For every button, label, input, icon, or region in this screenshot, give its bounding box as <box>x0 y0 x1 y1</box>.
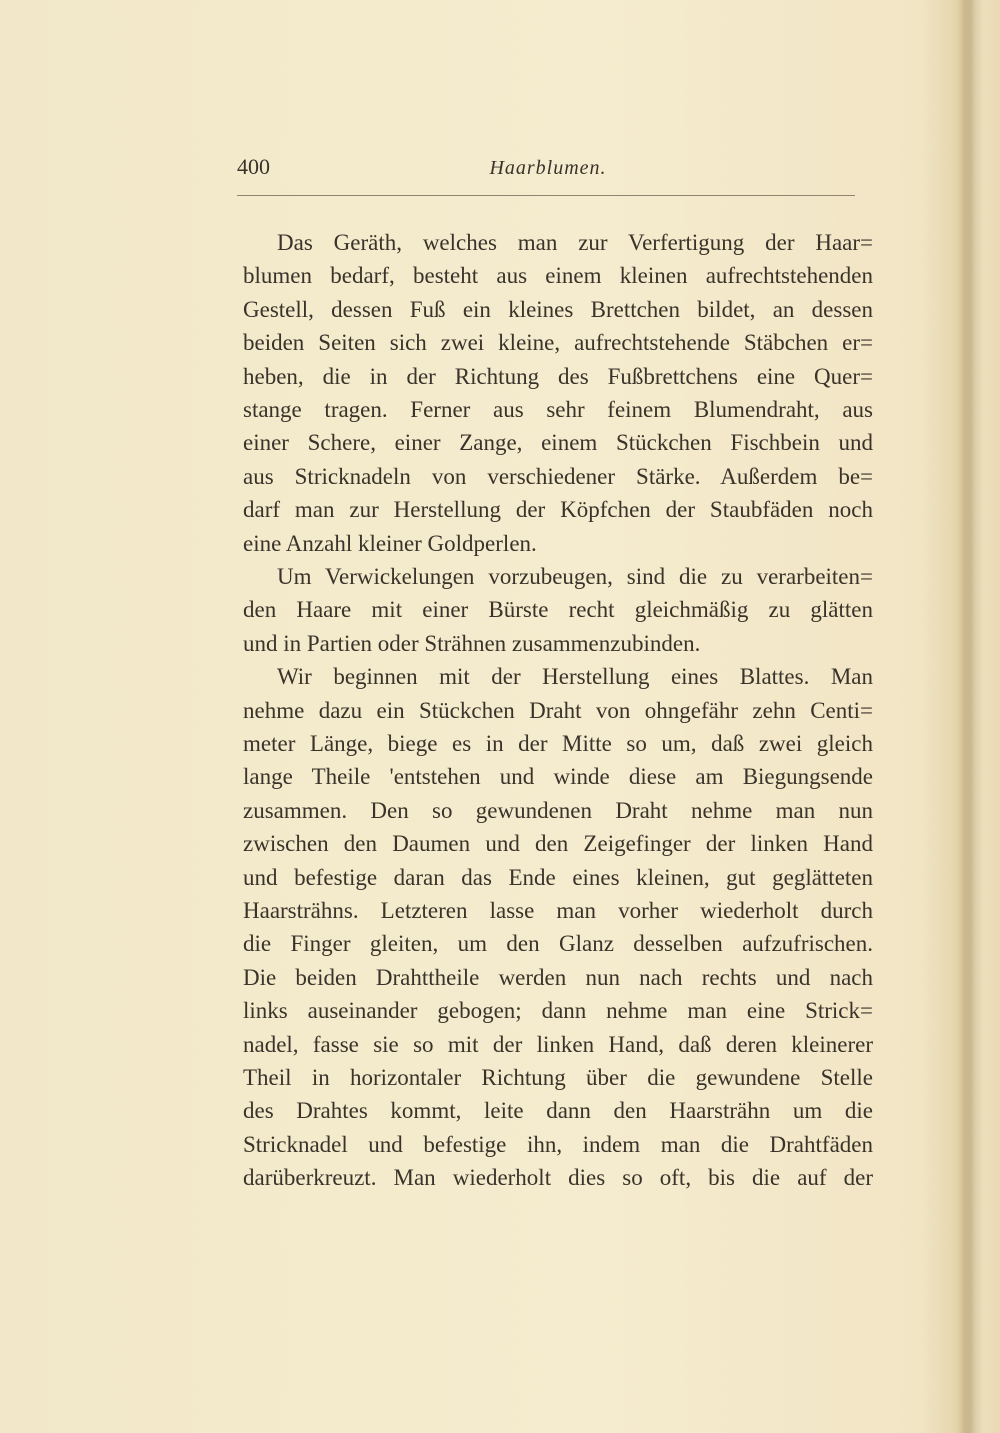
text-line: beiden Seiten sich zwei kleine, aufrechtstehende Stäbchen er= <box>243 330 873 356</box>
text-line: links auseinander gebogen; dann nehme man eine Strick= <box>243 998 873 1024</box>
text-line: Um Verwickelungen vorzubeugen, sind die zu verarbeiten= <box>277 564 873 589</box>
text-line: Theil in horizontaler Richtung über die gewundene Stelle <box>243 1065 873 1090</box>
text-line: Stricknadel und befestige ihn, indem man die Drahtfäden <box>243 1131 873 1157</box>
text-line: darüberkreuzt. Man wiederholt dies so oft, bis die auf der <box>243 1165 873 1191</box>
text-line: Wir beginnen mit der Herstellung eines Blattes. Man <box>277 664 873 690</box>
text-line: stange tragen. Ferner aus sehr feinem Blumendraht, aus <box>243 397 873 422</box>
text-line: Die beiden Drahttheile werden nun nach rechts und nach <box>243 964 873 990</box>
text-line: heben, die in der Richtung des Fußbrettchens eine Quer= <box>243 363 873 389</box>
text-line: Das Geräth, welches man zur Verfertigung der Haar= <box>277 230 873 255</box>
text-line: eine Anzahl kleiner Goldperlen. <box>243 530 537 556</box>
text-line: des Drahtes kommt, leite dann den Haarsträhn um die <box>243 1098 873 1124</box>
text-line: die Finger gleiten, um den Glanz desselben aufzufrischen. <box>243 931 873 957</box>
text-line: aus Stricknadeln von verschiedener Stärke. Außerdem be= <box>243 463 873 489</box>
text-line: einer Schere, einer Zange, einem Stückchen Fischbein und <box>243 430 873 456</box>
text-line: Gestell, dessen Fuß ein kleines Brettchen bildet, an dessen <box>243 296 873 322</box>
text-line: den Haare mit einer Bürste recht gleichmäßig zu glätten <box>243 597 873 623</box>
text-line: und in Partien oder Strähnen zusammenzubinden. <box>243 630 701 656</box>
page-number: 400 <box>237 154 270 179</box>
text-line: Haarsträhns. Letzteren lasse man vorher wiederholt durch <box>243 898 873 923</box>
text-line: meter Länge, biege es in der Mitte so um, daß zwei gleich <box>243 731 873 756</box>
text-line: nehme dazu ein Stückchen Draht von ohngefähr zehn Centi= <box>243 697 873 723</box>
page-edge-shadow <box>958 0 1000 1433</box>
text-line: blumen bedarf, besteht aus einem kleinen aufrechtstehenden <box>243 263 873 289</box>
text-line: zwischen den Daumen und den Zeigefinger der linken Hand <box>243 831 873 857</box>
text-line: darf man zur Herstellung der Köpfchen der Staubfäden noch <box>243 497 873 523</box>
text-line: nadel, fasse sie so mit der linken Hand, daß deren kleinerer <box>243 1031 873 1057</box>
running-title: Haarblumen. <box>489 157 607 179</box>
text-line: und befestige daran das Ende eines kleinen, gut geglätteten <box>243 864 873 890</box>
text-line: lange Theile 'entstehen und winde diese am Biegungsende <box>243 764 873 790</box>
header-rule <box>237 195 855 196</box>
text-line: zusammen. Den so gewundenen Draht nehme man nun <box>243 797 873 823</box>
